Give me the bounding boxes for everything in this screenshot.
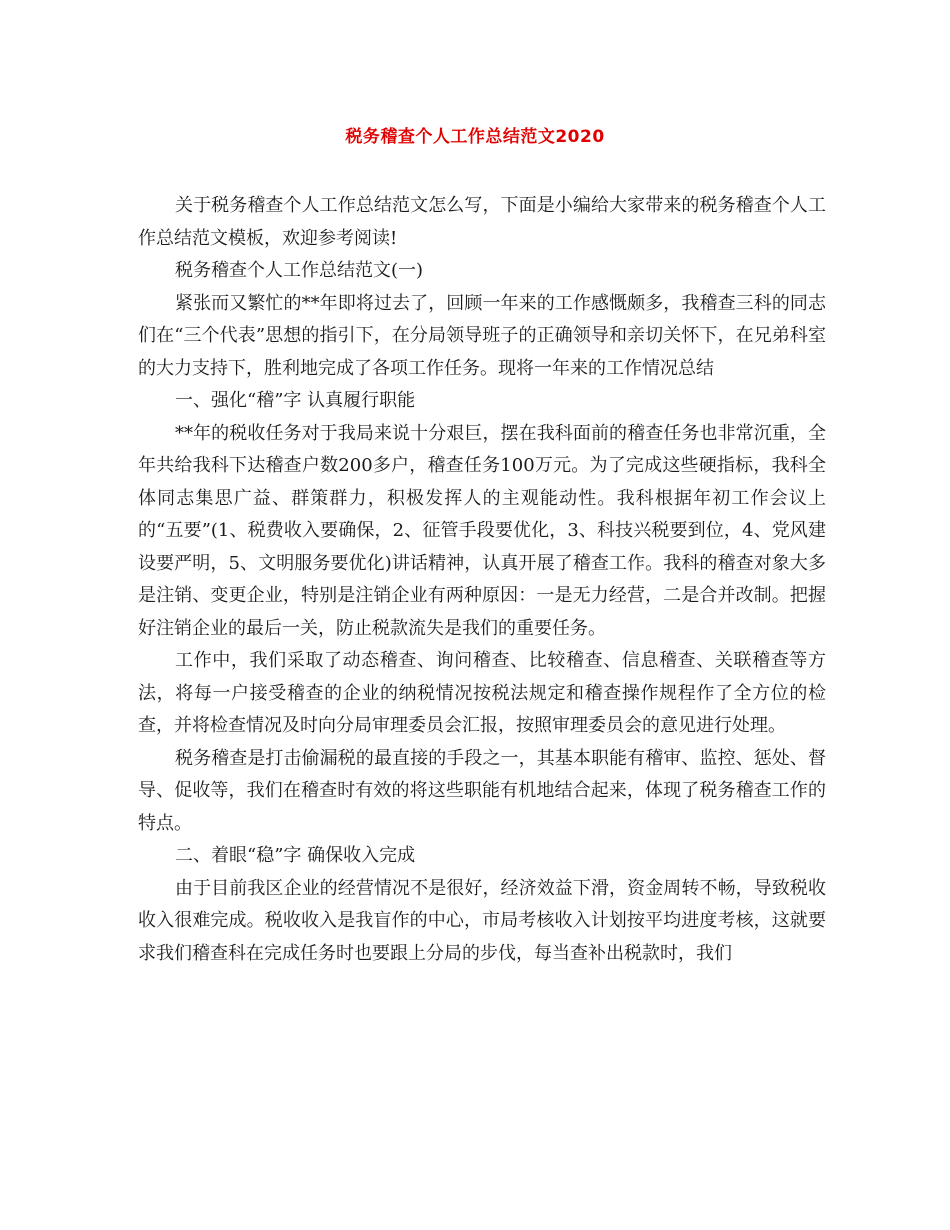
section-heading-example-one: 税务稽查个人工作总结范文(一) [175, 260, 424, 281]
paragraph-revenue: 由于目前我区企业的经营情况不是很好，经济效益下滑，资金周转不畅，导致税收收入很难完成。税收收入是我盲作的中心，市局考核收入计划按平均进度考核，这就要求我们稽查科在完成任务时也要跟上分局的步伐，每当查补出税款时，我们 [138, 877, 826, 964]
paragraph-tasks: **年的税收任务对于我局来说十分艰巨，摆在我科面前的稽查任务也非常沉重，全年共给我科下达稽查户数200多户，稽查任务100万元。为了完成这些硬指标，我科全体同志集思广益、群策群力，积极发挥人的主观能动性。我科根据年初工作会议上的“五要”(1、税费收入要确保，2、征管手段要优化，3、科技兴税要到位，4、党风建设要严明，5、文明服务要优化)讲话精神，认真开展了稽查工作。我科的稽查对象大多是注销、变更企业，特别是注销企业有两种原因：一是无力经营，二是合并改制。把握好注销企业的最后一关，防止税款流失是我们的重要任务。 [138, 422, 826, 639]
paragraph-overview: 紧张而又繁忙的**年即将过去了，回顾一年来的工作感慨颇多，我稽查三科的同志们在“三个代表”思想的指引下，在分局领导班子的正确领导和亲切关怀下，在兄弟科室的大力支持下，胜利地完成了各项工作任务。现将一年来的工作情况总结 [138, 292, 826, 379]
paragraph-methods: 工作中，我们采取了动态稽查、询问稽查、比较稽查、信息稽查、关联稽查等方法，将每一户接受稽查的企业的纳税情况按税法规定和稽查操作规程作了全方位的检查，并将检查情况及时向分局审理委员会汇报，按照审理委员会的意见进行处理。 [138, 650, 826, 736]
section-heading-two: 二、着眼“稳”字 确保收入完成 [175, 845, 416, 866]
document-title: 税务稽查个人工作总结范文2020 [345, 127, 605, 147]
paragraph-intro: 关于税务稽查个人工作总结范文怎么写，下面是小编给大家带来的税务稽查个人工作总结范文模板，欢迎参考阅读! [138, 195, 826, 249]
document-body [138, 190, 826, 970]
paragraph-functions: 税务稽查是打击偷漏税的最直接的手段之一，其基本职能有稽审、监控、惩处、督导、促收等，我们在稽查时有效的将这些职能有机地结合起来，体现了税务稽查工作的特点。 [138, 747, 826, 834]
section-heading-one: 一、强化“稽”字 认真履行职能 [175, 390, 416, 411]
